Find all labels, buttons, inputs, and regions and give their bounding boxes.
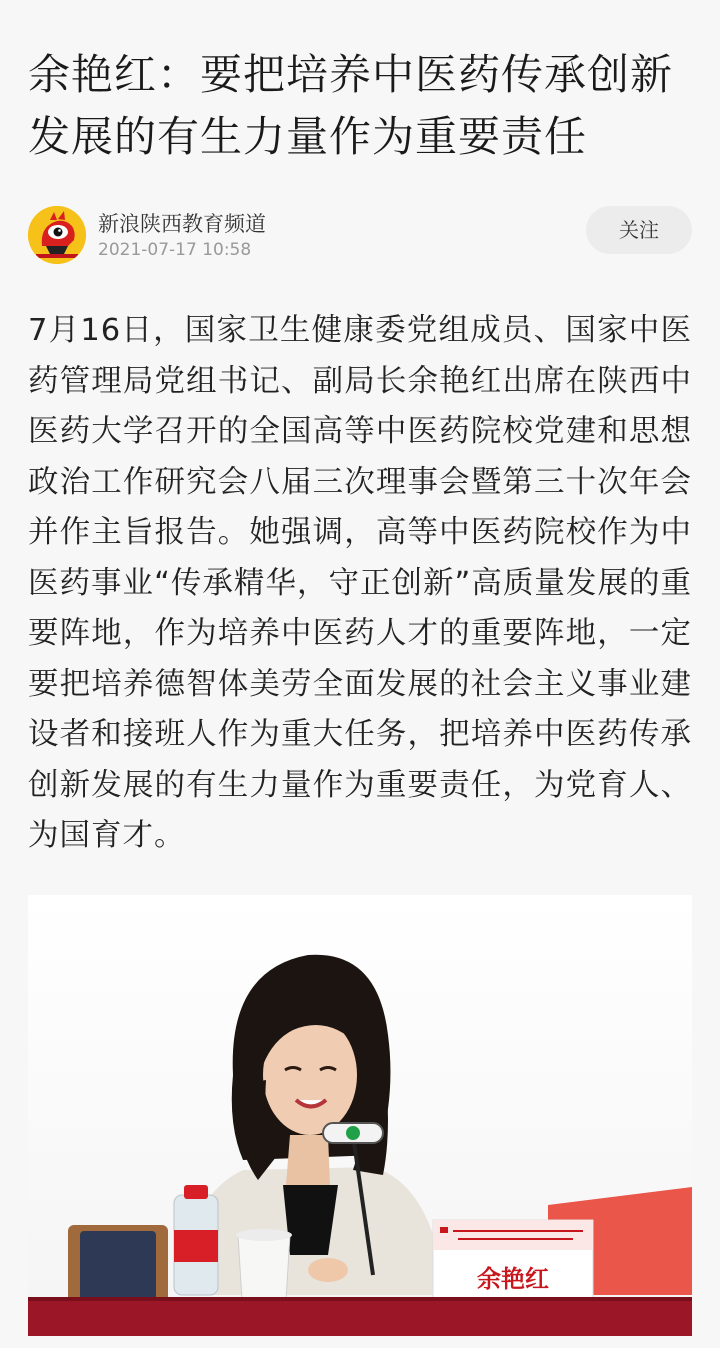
author-row: [28, 206, 692, 266]
article-photo[interactable]: [28, 895, 692, 1336]
author-name[interactable]: 新浪陕西教育频道: [98, 212, 266, 236]
publish-time: 2021-07-17 10:58: [98, 240, 252, 260]
speaker-nameplate: 余艳红: [477, 1265, 549, 1293]
article-paragraph: 7月16日，国家卫生健康委党组成员、国家中医药管理局党组书记、副局长余艳红出席在陕西中医药大学召开的全国高等中医药院校党建和思想政治工作研究会八届三次理事会暨第三十次年会并作主旨报告。她强调，高等中医药院校作为中医药事业“传承精华，守正创新”高质量发展的重要阵地，作为培养中医药人才的重要阵地，一定要把培养德智体美劳全面发展的社会主义事业建设者和接班人作为重大任务，把培养中医药传承创新发展的有生力量作为重要责任，为党育人、为国育才。: [28, 313, 692, 853]
article-title: 余艳红：要把培养中医药传承创新发展的有生力量作为重要责任: [28, 50, 674, 161]
speaker-photo-illustration: [28, 895, 692, 1336]
follow-button[interactable]: 关注: [586, 206, 692, 254]
author-avatar[interactable]: [28, 206, 86, 264]
sina-eye-mascot-icon: [28, 206, 86, 264]
